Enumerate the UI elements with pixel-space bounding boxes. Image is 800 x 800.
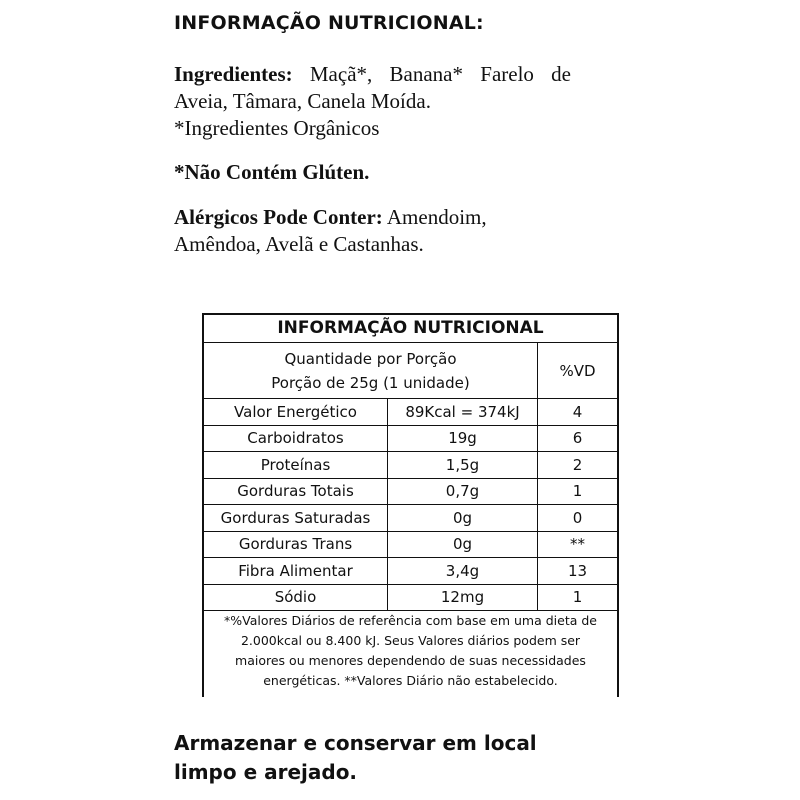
table-row [204, 399, 617, 426]
table-row [204, 426, 617, 453]
vd-cell: 13 [567, 561, 588, 580]
footnote-line: *%Valores Diários de referência com base em uma dieta de [223, 613, 597, 628]
storage-line: Armazenar e conservar em local [174, 731, 537, 755]
vd-cell: 1 [572, 482, 583, 501]
allergens-text: Amendoim, Amêndoa, Avelã e Castanhas. [174, 205, 487, 256]
table-row [204, 558, 617, 585]
amount-cell: 12mg [388, 585, 538, 611]
nutrition-rows [204, 399, 617, 611]
serving-info [204, 343, 538, 398]
nutrient-cell: Carboidratos [204, 426, 388, 452]
vd-cell: 0 [572, 508, 583, 527]
serving-quantity-label: Quantidade por Porção [284, 349, 457, 368]
allergens-label: Alérgicos Pode Conter: [174, 205, 383, 229]
allergens-paragraph [174, 204, 554, 258]
nutrient-cell: Gorduras Totais [204, 479, 388, 505]
storage-instructions [174, 729, 574, 787]
nutrient-cell: Sódio [204, 585, 388, 611]
amount-cell: 89Kcal = 374kJ [388, 399, 538, 425]
page-heading: INFORMAÇÃO NUTRICIONAL: [174, 12, 484, 34]
amount-cell: 0g [388, 532, 538, 558]
nutrition-table [202, 313, 619, 697]
nutrient-cell: Proteínas [204, 452, 388, 478]
vd-cell: 1 [572, 588, 583, 607]
table-row [204, 532, 617, 559]
nutrition-footnote [204, 611, 617, 697]
ingredients-paragraph [174, 61, 571, 142]
vd-cell: 6 [572, 429, 583, 448]
vd-cell: ** [570, 535, 585, 554]
footnote-line: maiores ou menores dependendo de suas necessidades [235, 653, 586, 668]
table-row [204, 452, 617, 479]
ingredients-label: Ingredientes: [174, 62, 293, 86]
amount-cell: 1,5g [388, 452, 538, 478]
nutrition-table-title: INFORMAÇÃO NUTRICIONAL [204, 315, 617, 343]
nutrition-table-header [204, 343, 617, 399]
storage-line: limpo e arejado. [174, 760, 358, 784]
table-row [204, 505, 617, 532]
nutrient-cell: Fibra Alimentar [204, 558, 388, 584]
nutrient-cell: Valor Energético [204, 399, 388, 425]
vd-header: %VD [559, 361, 596, 380]
amount-cell: 19g [388, 426, 538, 452]
vd-cell: 4 [572, 402, 583, 421]
nutrient-cell: Gorduras Trans [204, 532, 388, 558]
vd-cell: 2 [572, 455, 583, 474]
table-row [204, 479, 617, 506]
footnote-line: 2.000kcal ou 8.400 kJ. Seus Valores diários podem ser [240, 633, 581, 648]
footnote-line: energéticas. **Valores Diário não estabelecido. [263, 673, 558, 688]
amount-cell: 0g [388, 505, 538, 531]
organic-note: *Ingredientes Orgânicos [174, 116, 380, 140]
table-row [204, 585, 617, 612]
ingredients-text: Maçã*, Banana* Farelo de Aveia, Tâmara, Canela Moída. [174, 62, 571, 113]
amount-cell: 3,4g [388, 558, 538, 584]
amount-cell: 0,7g [388, 479, 538, 505]
serving-size-label: Porção de 25g (1 unidade) [271, 373, 470, 392]
gluten-free-note: *Não Contém Glúten. [174, 160, 370, 184]
nutrient-cell: Gorduras Saturadas [204, 505, 388, 531]
